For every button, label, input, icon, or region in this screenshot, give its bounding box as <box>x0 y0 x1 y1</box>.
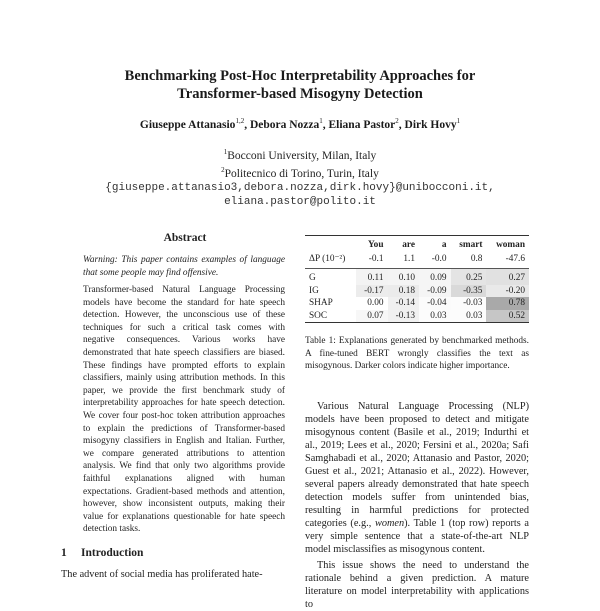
table-cell: -0.13 <box>388 310 420 323</box>
table-caption: Table 1: Explanations generated by benchmarked methods. A fine-tuned BERT wrongly classifies the text as misogynous. Darker colors indicate higher importance. <box>305 336 529 372</box>
affiliation: $^2$Politecnico di Torino, Turin, Italy <box>221 165 379 180</box>
header-cell: smart <box>459 240 483 250</box>
table-cell: 0.10 <box>388 269 420 285</box>
email-line-2: eliana.pastor@polito.it <box>224 195 376 208</box>
section-title: Introduction <box>81 546 144 559</box>
table-cell: 0.8 <box>451 252 487 269</box>
author: Eliana Pastor$^2$, <box>328 117 405 131</box>
body-text <box>305 400 529 611</box>
header-cell: are <box>402 240 415 250</box>
introduction-text: The advent of social media has proliferated hate- <box>61 568 263 580</box>
email-line-1: {giuseppe.attanasio3,debora.nozza,dirk.hovy}@unibocconi.it, <box>105 181 495 194</box>
table-row <box>305 297 529 310</box>
table-cell: -0.04 <box>419 297 451 310</box>
affiliations <box>0 145 600 209</box>
content-warning: Warning: This paper contains examples of language that some people may find offensive. <box>83 255 285 278</box>
abstract-text: Transformer-based Natural Language Processing models have become the standard for hate speech detection. However, the unconscious use of these techniques for such a critical task comes with negative consequences. Various works have demonstrated that hate speech classifiers are biased. These findings have prompted efforts to explain classifiers, mainly using attribution methods. In this paper, we provide the first benchmark study of interpretability approaches for hate speech detection. We cover four post-hoc token attribution approaches to explain the predictions of Transformer-based misogyny classifiers in English and Italian. Further, we compare generated attributions to attention analysis. We find that only two algorithms provide faithful explanations aligned with human expectations. Gradient-based methods and attention, however, show inconsistent outputs, making their value for explanations questionable for hate speech detection tasks. <box>83 285 285 535</box>
left-column <box>61 232 297 581</box>
table-cell: 0.52 <box>486 310 529 323</box>
table-cell: -0.03 <box>451 297 487 310</box>
author-list <box>0 117 600 131</box>
delta-row <box>305 252 529 269</box>
table-cell: 0.00 <box>356 297 388 310</box>
emphasis: women <box>374 517 405 529</box>
table-cell: -0.20 <box>486 285 529 298</box>
table-cell: -0.0 <box>419 252 451 269</box>
explanations-table <box>305 235 529 323</box>
author: Dirk Hovy$^1$ <box>404 117 461 131</box>
abstract-heading: Abstract <box>163 232 207 244</box>
table-cell: 0.07 <box>356 310 388 323</box>
table-row <box>305 310 529 323</box>
title-line-1: Benchmarking Post-Hoc Interpretability Approaches for <box>124 68 476 84</box>
table-cell: 1.1 <box>388 252 420 269</box>
author: Giuseppe Attanasio$^{1,2}$, <box>139 117 250 131</box>
title-line-2: Transformer-based Misogyny Detection <box>177 86 423 102</box>
table-row <box>305 269 529 285</box>
table-cell: -0.35 <box>451 285 487 298</box>
abstract-body <box>71 254 297 536</box>
table-cell: 0.03 <box>451 310 487 323</box>
method-label: IG <box>309 285 319 296</box>
table-cell: -0.17 <box>356 285 388 298</box>
table-cell: 0.11 <box>356 269 388 285</box>
table-cell: 0.78 <box>486 297 529 310</box>
method-label: SOC <box>309 311 328 322</box>
section-number: 1 <box>61 546 67 559</box>
row-label: ΔP (10⁻²) <box>305 252 356 269</box>
table-header-row <box>305 236 529 253</box>
table-cell: -0.09 <box>419 285 451 298</box>
paragraph: Various Natural Language Processing (NLP) models have been proposed to detect and mitigate misogynous content (Basile et al., 2019; Indurthi et al., 2019; Lees et al., 2020; Fersini et al., 2020a; Safi Samghabadi et al., 2020; Attanasio and Pastor, 2020; Guest et al., 2021; Attanasio et al., 2022). However, several papers already demonstrated that hate speech detection models suffer from unintended bias, resulting in harmful predictions for protected categories (e.g., women). Table 1 (top row) reports a very simple sentence that a state-of-the-art NLP model misclassifies as misogynous content. <box>305 400 529 555</box>
table-row <box>305 285 529 298</box>
right-column <box>305 232 529 611</box>
header-cell: a <box>441 240 447 250</box>
paragraph: This issue shows the need to understand the rationale behind a given prediction. A mature literature on model interpretability with applications to <box>305 559 529 610</box>
header-cell: woman <box>496 240 525 250</box>
table-cell: -47.6 <box>486 252 529 269</box>
table-cell: 0.03 <box>419 310 451 323</box>
table-cell: 0.09 <box>419 269 451 285</box>
author: Debora Nozza$^1$, <box>249 117 329 131</box>
paper-title <box>0 67 600 103</box>
table-cell: -0.14 <box>388 297 420 310</box>
affiliation: $^1$Bocconi University, Milan, Italy <box>223 148 377 162</box>
header-cell <box>305 236 356 253</box>
section-heading-introduction <box>61 547 297 559</box>
table-cell: 0.18 <box>388 285 420 298</box>
header-cell: You <box>367 240 384 250</box>
table-cell: -0.1 <box>356 252 388 269</box>
method-label: SHAP <box>309 298 333 309</box>
method-label: G <box>309 273 316 284</box>
table-cell: 0.27 <box>486 269 529 285</box>
table-cell: 0.25 <box>451 269 487 285</box>
